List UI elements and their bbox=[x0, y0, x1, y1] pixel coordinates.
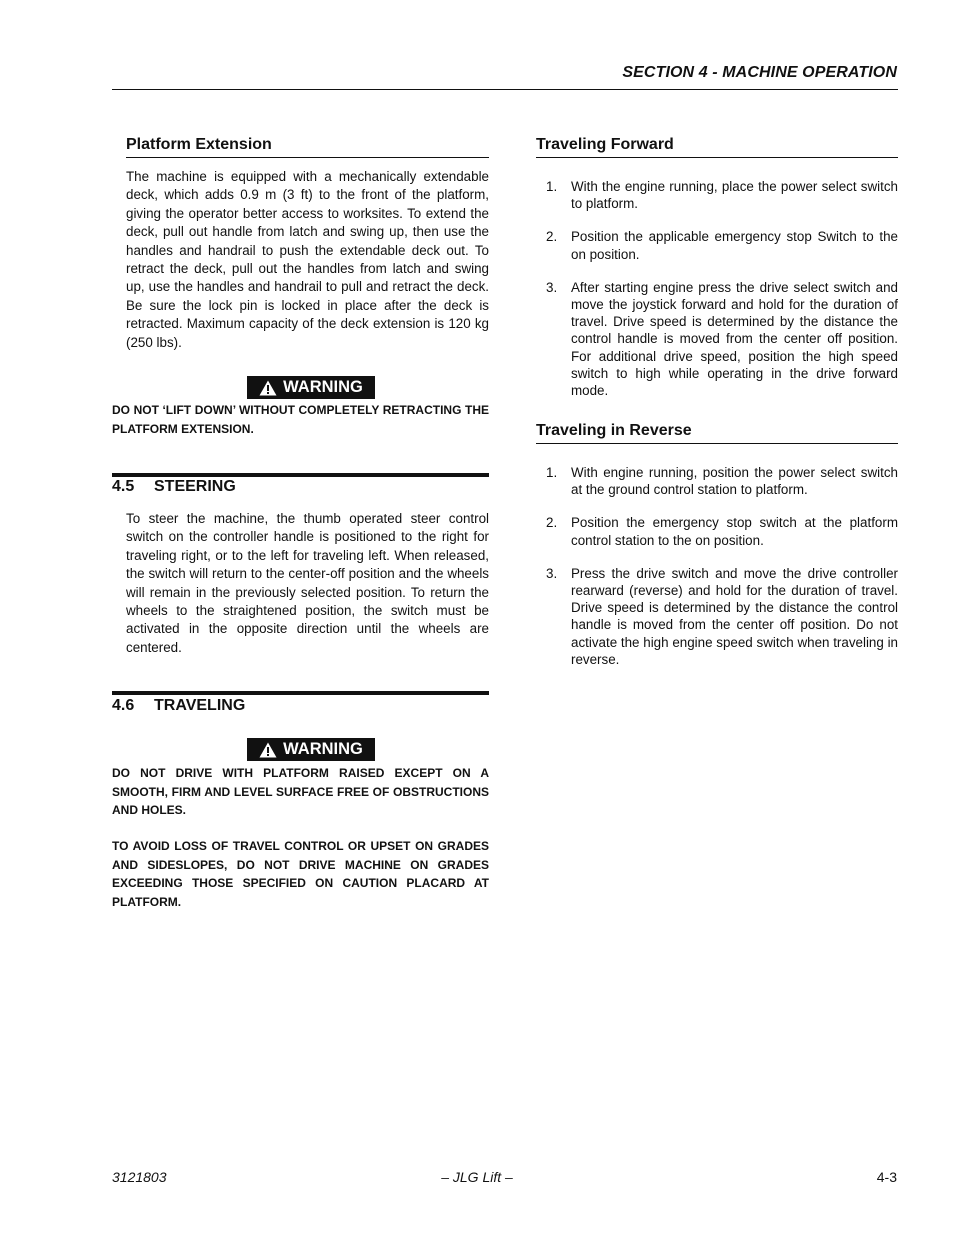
platform-extension-warning-text: DO NOT ‘LIFT DOWN’ WITHOUT COMPLETELY RETRACTING THE PLATFORM EXTENSION. bbox=[112, 403, 489, 436]
traveling-warning-text-2: TO AVOID LOSS OF TRAVEL CONTROL OR UPSET ON GRADES AND SIDESLOPES, DO NOT DRIVE MACHINE ON GRADES EXCEEDING THOSE SPECIFIED ON CAUTION PLACARD AT PLATFORM. bbox=[112, 839, 489, 909]
list-item bbox=[536, 178, 898, 212]
list-item bbox=[536, 464, 898, 498]
traveling-reverse-list bbox=[536, 464, 898, 684]
list-item-number: 2. bbox=[546, 229, 558, 245]
list-item-text: Position the applicable emergency stop Switch to the on position. bbox=[571, 229, 898, 262]
platform-extension-body: The machine is equipped with a mechanically extendable deck, which adds 0.9 m (3 ft) to the front of the platform, giving the operator better access to worksites. To extend the deck, pull out handle from latch and swing up, then use the handles and handrail to push the extendable deck out. To retract the deck, pull out the handles from latch and swing up, use the handles and handrail to pull and retract the deck. Be sure the lock pin is locked in place after the deck is retracted. Maximum capacity of the deck extension is 120 kg (250 lbs). bbox=[126, 169, 489, 350]
list-item-text: With engine running, position the power select switch at the ground control station to platform. bbox=[571, 465, 898, 498]
list-item-number: 1. bbox=[546, 179, 558, 194]
traveling-section-bar bbox=[112, 691, 489, 695]
traveling-forward-list bbox=[536, 178, 898, 415]
steering-section-heading bbox=[112, 478, 236, 496]
traveling-forward-heading: Traveling Forward bbox=[536, 136, 898, 158]
traveling-section-heading bbox=[112, 697, 245, 715]
traveling-section-number: 4.6 bbox=[112, 697, 135, 714]
list-item-number: 3. bbox=[546, 279, 558, 295]
traveling-section-title: TRAVELING bbox=[154, 697, 246, 714]
steering-section-title: STEERING bbox=[154, 478, 236, 495]
steering-body: To steer the machine, the thumb operated steer control switch on the controller handle is positioned to the right for traveling right, or to the left for traveling left. When released, the switch will return to the center-off position and the wheels will remain in the previously selected position. To return the wheels to the straightened position, the switch must be activated in the opposite direction until the wheels are centered. bbox=[126, 511, 489, 655]
warning-label: WARNING bbox=[283, 378, 363, 396]
footer-page-number: 4-3 bbox=[876, 1169, 897, 1185]
warning-label: WARNING bbox=[283, 740, 363, 758]
steering-section-number: 4.5 bbox=[112, 478, 135, 495]
list-item-text: Press the drive switch and move the drive controller rearward (reverse) and hold for the duration of travel. Drive speed is determined by the distance the control handle is moved from the center off position. Do not activate the high engine speed switch when traveling in reverse. bbox=[571, 565, 898, 667]
footer-publisher: – JLG Lift – bbox=[441, 1169, 513, 1185]
traveling-warning-text-1: DO NOT DRIVE WITH PLATFORM RAISED EXCEPT ON A SMOOTH, FIRM AND LEVEL SURFACE FREE OF OBSTRUCTIONS AND HOLES. bbox=[112, 766, 489, 818]
list-item-text: After starting engine press the drive select switch and move the joystick forward and hold for the duration of travel. Drive speed is determined by the distance the control handle is moved from the center off position. For additional drive speed, position the high speed switch to high while operating in the drive forward mode. bbox=[571, 279, 898, 399]
warning-badge bbox=[247, 738, 375, 761]
list-item-number: 3. bbox=[546, 565, 558, 581]
warning-badge bbox=[247, 376, 375, 399]
header-rule bbox=[112, 89, 898, 90]
section-header-title: SECTION 4 - MACHINE OPERATION bbox=[622, 64, 897, 81]
list-item-text: Position the emergency stop switch at the platform control station to the on position. bbox=[571, 515, 898, 548]
warning-triangle-icon bbox=[259, 742, 277, 758]
list-item bbox=[536, 228, 898, 262]
list-item-text: With the engine running, place the power select switch to platform. bbox=[571, 179, 898, 212]
list-item bbox=[536, 279, 898, 399]
footer-doc-number: 3121803 bbox=[112, 1169, 167, 1185]
list-item bbox=[536, 514, 898, 548]
traveling-reverse-heading: Traveling in Reverse bbox=[536, 422, 898, 444]
platform-extension-heading: Platform Extension bbox=[126, 136, 489, 158]
list-item bbox=[536, 565, 898, 668]
warning-triangle-icon bbox=[259, 380, 277, 396]
list-item-number: 1. bbox=[546, 465, 558, 480]
steering-section-bar bbox=[112, 473, 489, 477]
list-item-number: 2. bbox=[546, 515, 558, 531]
